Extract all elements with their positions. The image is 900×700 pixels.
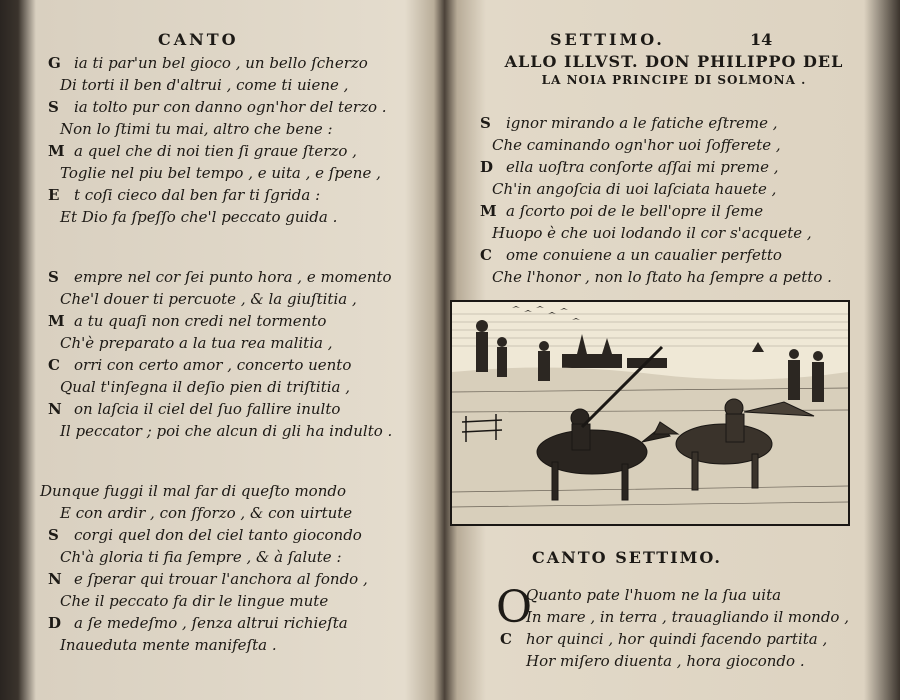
verse-line: Dunque fuggi il mal far di queſto mondo [40, 482, 346, 500]
verse-line: M a tu quaſi non credi nel tormento [48, 312, 327, 330]
verse-line: S empre nel cor ſei punto hora , e momento [48, 268, 392, 286]
verse-line: Huopo è che uoi lodando il cor s'acquete , [492, 224, 812, 242]
verse-line: Di torti il ben d'altrui , come ti uiene , [60, 76, 349, 94]
stanza-1 [30, 52, 440, 228]
verse-line: C hor quinci , hor quindi facendo partita , [500, 630, 828, 648]
left-page [30, 8, 440, 700]
dedication-heading [474, 52, 874, 87]
verse-line: M a ſcorto poi de le bell'opre il ſeme [480, 202, 764, 220]
stanza-2 [30, 266, 440, 442]
verse-line: Ch'è preparato a la tua rea malitia , [60, 334, 333, 352]
verse-line: In mare , in terra , trauagliando il mondo , [526, 608, 849, 626]
verse-line: D ella uoſtra conſorte aſſai mi preme , [480, 158, 779, 176]
verse-line: Che l'honor , non lo ſtato ha ſempre a petto . [492, 268, 832, 286]
verse-line: E t coſi cieco dal ben far ti ſgrida : [48, 186, 321, 204]
verse-line: G ia ti par'un bel gioco , un bello ſcherzo [48, 54, 368, 72]
verse-line: Inaueduta mente manifeſta . [60, 636, 277, 654]
verse-line: Et Dio fa ſpeſſo che'l peccato guida . [60, 208, 338, 226]
page-number: 14 [750, 30, 773, 49]
verse-line: Che il peccato fa dir le lingue mute [60, 592, 329, 610]
verse-line: C ome conuiene a un caualier perfetto [480, 246, 782, 264]
verse-line: M a quel che di noi tien ſi graue ſterzo , [48, 142, 357, 160]
woodcut-illustration [450, 300, 850, 526]
verse-line: E con ardir , con ſforzo , & con uirtute [60, 504, 353, 522]
verse-line: D a ſe medeſmo , ſenza altrui richieſta [48, 614, 348, 632]
running-head-left: CANTO [158, 30, 239, 49]
verse-line: C orri con certo amor , concerto uento [48, 356, 352, 374]
verse-line: S corgi quel don del ciel tanto giocondo [48, 526, 362, 544]
verse-line: N on laſcia il ciel del ſuo fallire inulto [48, 400, 341, 418]
dedication-line-2: LA NOIA PRINCIPE DI SOLMONA . [541, 73, 807, 87]
verse-line: Il peccator ; poi che alcun di gli ha indulto . [60, 422, 393, 440]
verse-line: Toglie nel piu bel tempo , e uita , e ſpene , [60, 164, 381, 182]
canto-title: CANTO SETTIMO. [532, 548, 722, 567]
right-page [462, 8, 882, 700]
verse-line: Ch'in angoſcia di uoi laſciata hauete , [492, 180, 777, 198]
verse-line: Che caminando ogn'hor uoi ſofferete , [492, 136, 781, 154]
verse-line: Qual t'inſegna il deſio pien di triſtitia , [60, 378, 351, 396]
verse-line: Ch'à gloria ti fia ſempre , & à ſalute : [60, 548, 342, 566]
verse-line: Quanto pate l'huom ne la ſua uita [526, 586, 782, 604]
dedication-line-1: ALLO ILLVST. DON PHILIPPO DEL [504, 52, 844, 71]
verse-line: S ia tolto pur con danno ogn'hor del terzo . [48, 98, 387, 116]
verse-line: S ignor mirando a le fatiche eſtreme , [480, 114, 778, 132]
running-head-right: SETTIMO. [550, 30, 665, 49]
dedication-stanza [462, 112, 882, 288]
jousting-scene-image [452, 302, 848, 524]
verse-line: N e ſperar qui trouar l'anchora al fondo , [48, 570, 368, 588]
opening-stanza [462, 584, 882, 672]
verse-line: Che'l douer ti percuote , & la giuſtitia , [60, 290, 357, 308]
stanza-3 [30, 480, 440, 656]
verse-line: Non lo ſtimi tu mai, altro che bene : [60, 120, 333, 138]
verse-line: Hor miſero diuenta , hora giocondo . [526, 652, 805, 670]
drop-cap: O [496, 582, 533, 633]
